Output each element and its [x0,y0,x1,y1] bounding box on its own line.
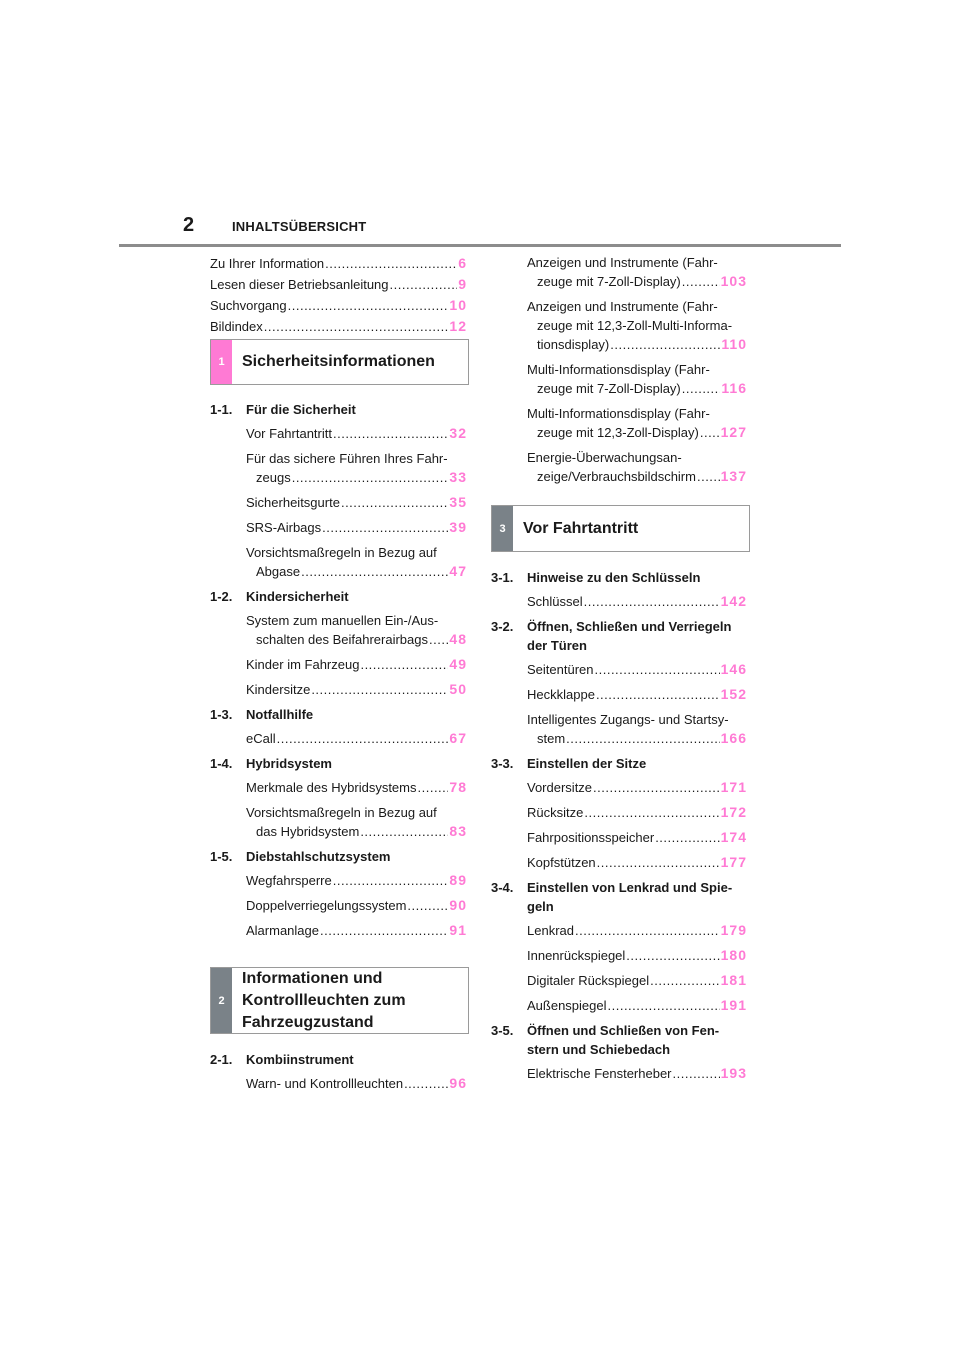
entry-page-link[interactable]: 174 [720,829,747,845]
entry-page-link[interactable]: 116 [721,380,747,396]
toc-entry[interactable]: Schlüssel ..... 142 [527,592,747,611]
entry-page-link[interactable]: 177 [720,854,747,870]
entry-page-link[interactable]: 6 [458,255,467,271]
entry-page-link[interactable]: 47 [449,563,467,579]
toc-entry[interactable]: SRS-Airbags ..... 39 [246,518,467,537]
entry-page-link[interactable]: 110 [721,336,747,352]
section-heading[interactable]: 1-3. Notfallhilfe [210,707,314,722]
toc-entry[interactable]: Vorsichtsmaßregeln in Bezug auf das Hybridsystem ..... 83 [246,803,467,841]
section-heading[interactable]: 1-1. Für die Sicherheit [210,402,356,417]
toc-entry[interactable] [210,253,467,274]
entry-page-link[interactable]: 91 [449,922,467,938]
entry-page-link[interactable]: 142 [720,593,747,609]
entry-page-link[interactable]: 48 [449,631,467,647]
toc-entry[interactable]: Vor Fahrtantritt ..... 32 [246,424,467,443]
toc-entry[interactable]: Sicherheitsgurte ..... 35 [246,493,467,512]
left-column [210,253,467,337]
toc-entry[interactable]: Für das sichere Führen Ihres Fahr- zeugs ..... 33 [246,449,467,487]
section-heading[interactable]: 1-4. Hybridsystem [210,756,332,771]
entry-label: Suchvorgang [210,298,287,313]
entry-page-link[interactable]: 191 [720,997,747,1013]
page-number: 2 [183,214,195,236]
toc-entry[interactable]: Intelligentes Zugangs- und Startsy- stem ..... 166 [527,710,747,748]
chapter-number-tab: 1 [211,340,232,384]
entry-page-link[interactable]: 179 [720,922,747,938]
entry-page-link[interactable]: 67 [449,730,467,746]
toc-entry[interactable]: Multi-Informationsdisplay (Fahr- zeuge mit 7-Zoll-Display) ..... 116 [527,360,747,398]
entry-page-link[interactable]: 127 [720,424,747,440]
entry-page-link[interactable]: 12 [449,318,467,334]
entry-page-link[interactable]: 90 [449,897,467,913]
section-heading[interactable]: 1-5. Diebstahlschutzsystem [210,849,391,864]
entry-label: Bildindex [210,319,263,334]
section-heading[interactable]: 1-2. Kindersicherheit [210,589,349,604]
entry-page-link[interactable]: 83 [449,823,467,839]
chapter-title: Informationen und Kontrollleuchten zum Fahrzeugzustand [242,969,406,1031]
toc-entry[interactable]: Rücksitze ..... 172 [527,803,747,822]
entry-label: Lesen dieser Betriebsanleitung [210,277,389,292]
toc-entry[interactable]: Seitentüren ..... 146 [527,660,747,679]
section-heading[interactable]: 3-1. Hinweise zu den Schlüsseln [491,570,701,585]
toc-entry[interactable]: Fahrpositionsspeicher ..... 174 [527,828,747,847]
toc-entry[interactable]: Multi-Informationsdisplay (Fahr- zeuge mit 12,3-Zoll-Display) ..... 127 [527,404,747,442]
entry-page-link[interactable]: 193 [720,1065,747,1081]
chapter-number-tab: 3 [492,506,513,551]
toc-entry[interactable]: Elektrische Fensterheber ..... 193 [527,1064,747,1083]
entry-page-link[interactable]: 78 [449,779,467,795]
toc-entry[interactable] [210,316,467,337]
chapter-3-sections [491,568,747,1083]
chapter-2-sections [210,1050,467,1093]
entry-page-link[interactable]: 171 [720,779,747,795]
entry-page-link[interactable]: 49 [449,656,467,672]
chapter-number-tab: 2 [211,968,232,1033]
toc-entry[interactable]: Anzeigen und Instrumente (Fahr- zeuge mit 7-Zoll-Display) ..... 103 [527,253,747,291]
toc-entry[interactable]: Vorsichtsmaßregeln in Bezug auf Abgase ..... 47 [246,543,467,581]
toc-entry[interactable]: Doppelverriegelungssystem ..... 90 [246,896,467,915]
toc-entry[interactable]: Warn- und Kontrollleuchten ..... 96 [246,1074,467,1093]
section-heading[interactable]: 3-5. Öffnen und Schließen von Fen- stern und Schiebedach [491,1023,720,1057]
chapter-2-header[interactable] [210,967,469,1034]
toc-entry[interactable]: System zum manuellen Ein-/Aus- schalten des Beifahrerairbags ..... 48 [246,611,467,649]
toc-entry[interactable]: Kindersitze ..... 50 [246,680,467,699]
entry-page-link[interactable]: 50 [449,681,467,697]
entry-page-link[interactable]: 96 [449,1075,467,1091]
entry-page-link[interactable]: 9 [458,276,467,292]
entry-label: Zu Ihrer Information [210,256,325,271]
entry-page-link[interactable]: 152 [720,686,747,702]
entry-page-link[interactable]: 137 [720,468,747,484]
toc-entry[interactable]: Kinder im Fahrzeug ..... 49 [246,655,467,674]
chapter-title: Vor Fahrtantritt [523,519,639,537]
entry-page-link[interactable]: 89 [449,872,467,888]
toc-entry[interactable]: Vordersitze ..... 171 [527,778,747,797]
toc-entry[interactable]: Wegfahrsperre ..... 89 [246,871,467,890]
toc-entry[interactable]: Merkmale des Hybridsystems ..... 78 [246,778,467,797]
toc-entry[interactable]: Alarmanlage ..... 91 [246,921,467,940]
header-divider [119,244,841,247]
toc-entry[interactable] [210,274,467,295]
toc-entry[interactable] [210,295,467,316]
section-heading[interactable]: 3-2. Öffnen, Schließen und Verriegeln der Türen [491,619,732,653]
chapter-1-sections [210,400,467,940]
entry-page-link[interactable]: 181 [720,972,747,988]
entry-page-link[interactable]: 10 [449,297,467,313]
toc-entry[interactable]: Anzeigen und Instrumente (Fahr- zeuge mit 12,3-Zoll-Multi-Informa- tionsdisplay) ..... 110 [527,297,747,354]
page-title: INHALTSÜBERSICHT [232,219,367,234]
entry-page-link[interactable]: 33 [449,469,467,485]
toc-entry[interactable]: Außenspiegel ..... 191 [527,996,747,1015]
chapter-title: Sicherheitsinformationen [242,353,435,370]
section-heading[interactable]: 3-4. Einstellen von Lenkrad und Spie- geln [491,880,733,914]
chapter-3-header[interactable] [491,505,750,552]
intro-list [210,253,467,337]
right-column [527,253,747,486]
toc-entry[interactable]: Heckklappe ..... 152 [527,685,747,704]
toc-entry[interactable]: Energie-Überwachungsan- zeige/Verbrauchsbildschirm ..... 137 [527,448,747,486]
entry-page-link[interactable]: 180 [720,947,747,963]
entry-page-link[interactable]: 32 [449,425,467,441]
section-heading[interactable]: 3-3. Einstellen der Sitze [491,756,647,771]
entry-page-link[interactable]: 103 [720,273,747,289]
chapter-1-header[interactable] [210,339,469,385]
section-heading[interactable]: 2-1. Kombiinstrument [210,1052,354,1067]
entry-page-link[interactable]: 172 [720,804,747,820]
entry-page-link[interactable]: 166 [720,730,747,746]
toc-entry[interactable]: Innenrückspiegel ..... 180 [527,946,747,965]
entry-page-link[interactable]: 35 [449,494,467,510]
toc-entry[interactable]: eCall ..... 67 [246,729,467,748]
toc-entry[interactable]: Digitaler Rückspiegel ..... 181 [527,971,747,990]
entry-page-link[interactable]: 146 [720,661,747,677]
toc-entry[interactable]: Kopfstützen ..... 177 [527,853,747,872]
entry-page-link[interactable]: 39 [449,519,467,535]
toc-entry[interactable]: Lenkrad ..... 179 [527,921,747,940]
